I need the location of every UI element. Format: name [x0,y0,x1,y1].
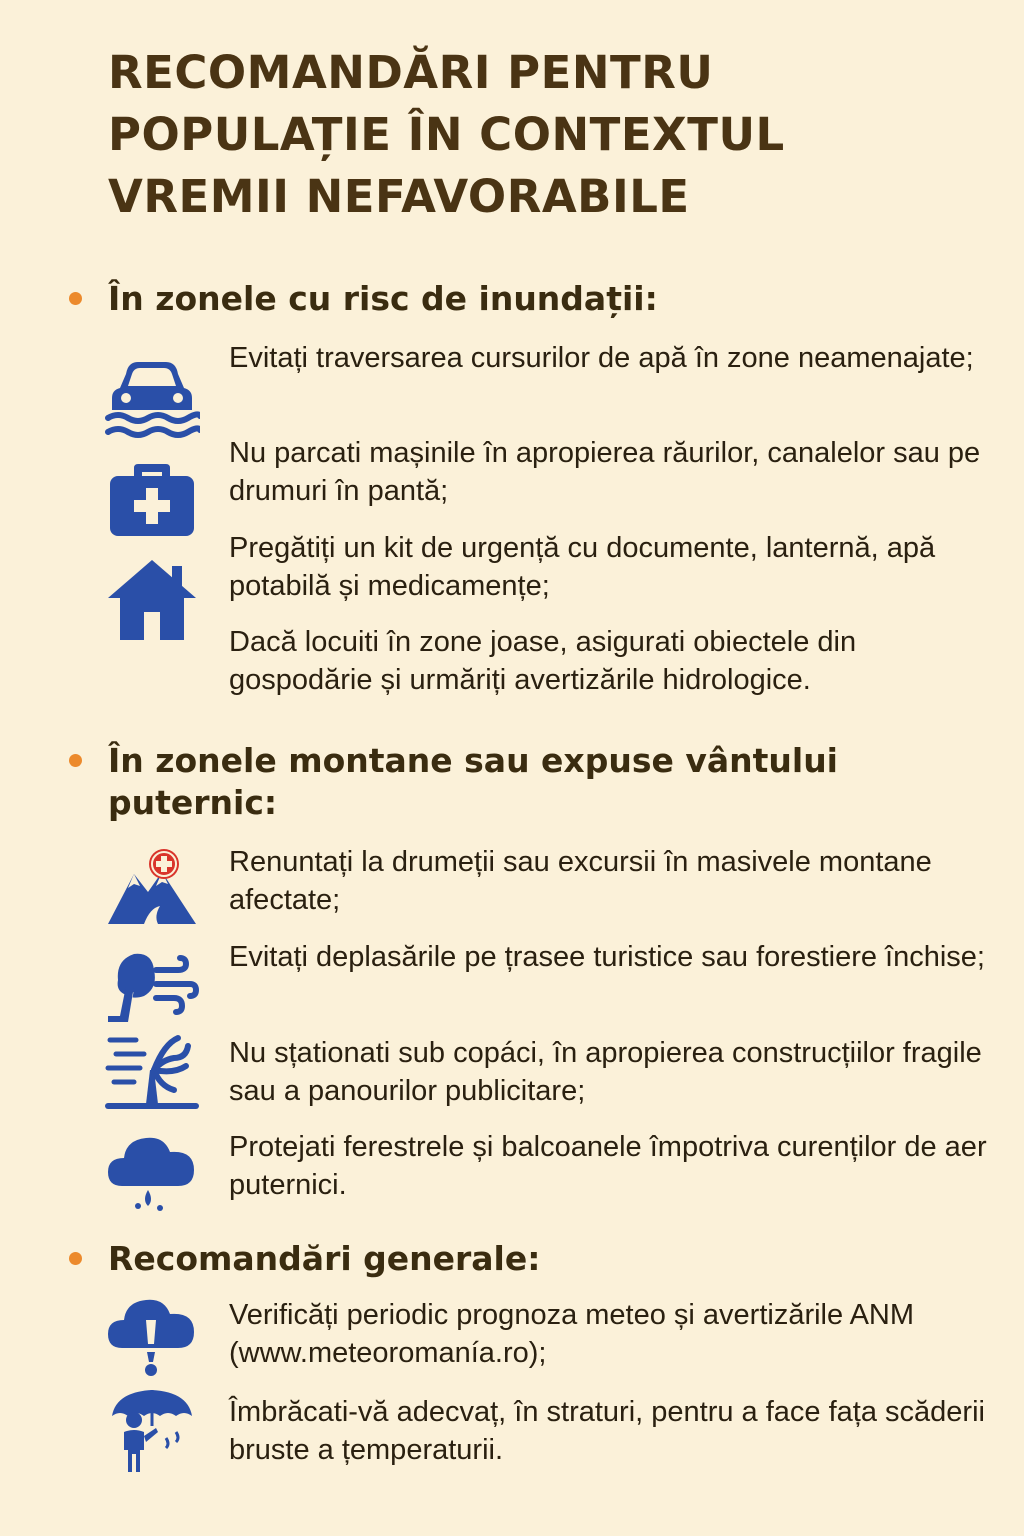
page-title: RECOMANDĂRI PENTRU POPULAȚIE ÎN CONTEXTUL VREMII NEFAVORABILE [108,46,785,223]
section-heading-mountain-wind: În zonele montane sau expuse vântului puternic: [108,741,838,822]
list-item: Îmbrăcati-vă adecvaț, în straturi, pentru a face fața scăderii bruste a țemperaturii. [229,1396,985,1466]
list-item: Verificăți periodic prognoza meteo și avertizările ANM (www.meteoromanía.ro); [229,1299,915,1369]
mountain-alert-icon [104,844,200,934]
list-item: Nu parcati mașinile în apropierea răurilor, canalelor sau pe drumuri în pantă; [229,437,981,507]
section-bullet [69,292,82,305]
car-flood-icon [104,352,200,442]
cloud-warning-icon [104,1290,200,1380]
section-heading-floods: În zonele cu risc de inundații: [108,279,658,318]
list-item: Renuntați la drumeții sau excursii în masivele montane afectate; [229,846,932,916]
list-item: Evitați traversarea cursurilor de apă în zone neamenajate; [229,342,974,374]
list-item: Nu sțationati sub copáci, în apropierea construcțiilor fragile sau a panourilor publicitare; [229,1037,982,1107]
wind-tree-icon [104,942,200,1032]
section-bullet [69,754,82,767]
storm-tree-icon [104,1030,200,1120]
list-item: Pregătiți un kit de urgență cu documente, lanternă, apă potabilă și medicamențe; [229,532,936,602]
list-item: Evitați deplasările pe țrasee turistice sau forestiere închise; [229,941,985,973]
list-item: Protejati ferestrele și balcoanele împotriva curenților de aer puternici. [229,1131,987,1201]
section-bullet [69,1252,82,1265]
section-heading-general: Recomandări generale: [108,1239,541,1278]
house-icon [104,556,200,646]
person-umbrella-icon [104,1384,200,1474]
cloud-rain-icon [104,1126,200,1216]
first-aid-kit-icon [104,456,200,546]
list-item: Dacă locuiti în zone joase, asigurati obiectele din gospodărie și urmăriți avertizările hidrologice. [229,626,857,696]
